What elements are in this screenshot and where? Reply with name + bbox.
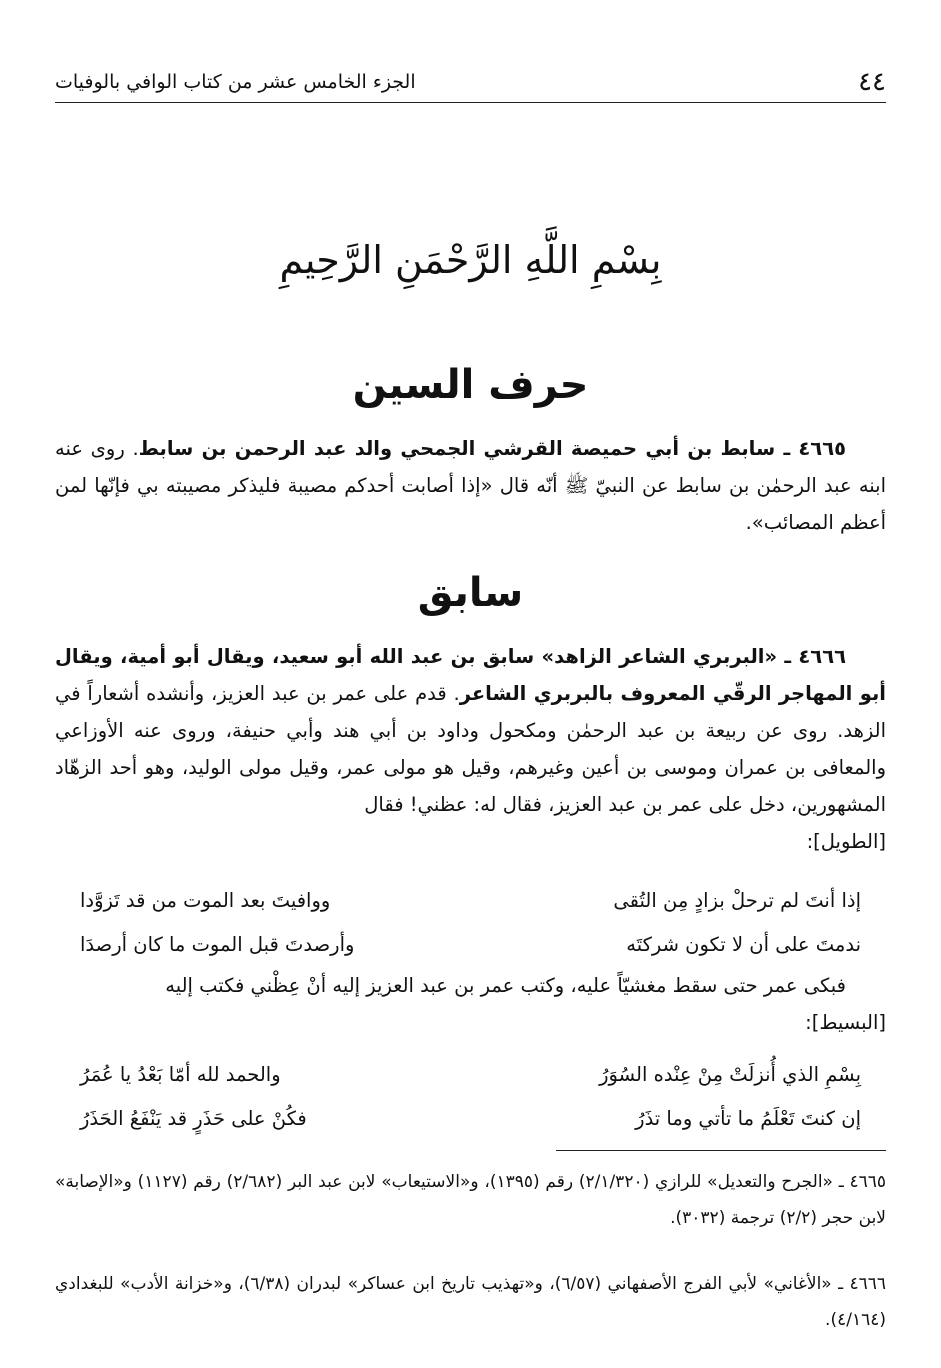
verse-second-hemistich: فكُنْ على حَذَرٍ قد يَنْفَعُ الحَذَرُ: [80, 1106, 307, 1130]
poem-basit: [80, 1052, 861, 1140]
footnote-4665: ٤٦٦٥ ـ «الجرح والتعديل» للرازي (٢/١/٣٢٠) رقم (١٣٩٥)، و«الاستيعاب» لابن عبد البر (٢/٦٨٢) رقم (١١٢٧) و«الإصابة» لابن حجر (٢/٢) ترجمة (٣٠٣٢).: [55, 1172, 886, 1228]
page-number: ٤٤: [858, 67, 886, 97]
running-title: الجزء الخامس عشر من كتاب الوافي بالوفيات: [55, 71, 416, 93]
entry-4666: [55, 638, 886, 860]
verse-second-hemistich: والحمد لله أمّا بَعْدُ يا عُمَرُ: [80, 1062, 281, 1086]
entry-heading: ٤٦٦٥ ـ سابط بن أبي حميصة القرشي الجمحي والد عبد الرحمن بن سابط: [138, 437, 847, 460]
poem-tawil: [80, 878, 861, 966]
entry-4665: [55, 430, 886, 541]
verse: [80, 878, 861, 922]
meter-label: [الطويل]:: [806, 830, 886, 853]
verse-first-hemistich: إذا أنتَ لم ترحلْ بزادٍ مِن التُقى: [613, 888, 861, 912]
section-title-sabiq: سابق: [417, 570, 524, 616]
verse-second-hemistich: ووافيتَ بعد الموت من قد تَزوَّدا: [80, 888, 331, 912]
verse-first-hemistich: ندمتَ على أن لا تكون شركتَه: [626, 932, 861, 956]
bridge-text: فبكى عمر حتى سقط مغشيّاً عليه، وكتب عمر بن عبد العزيز إليه أنْ عِظْني فكتب إليه: [165, 974, 846, 997]
entry-body: . روى عنه ابنه عبد الرحمٰن بن سابط عن النبيّ ﷺ أنّه قال «إذا أصابت أحدكم مصيبة فليذكر مصيبته بي فإنّها لمن أعظم المصائب».: [55, 437, 886, 534]
footnote-4666: ٤٦٦٦ ـ «الأغاني» لأبي الفرج الأصفهاني (٦/٥٧)، و«تهذيب تاريخ ابن عساكر» لبدران (٦/٣٨)، و«خزانة الأدب» للبغدادي (٤/١٦٤).: [55, 1274, 886, 1330]
verse: [80, 1052, 861, 1096]
verse-first-hemistich: بِسْمِ الذي أُنزلَتْ مِنْ عِنْده السُوَرُ: [599, 1062, 861, 1086]
bridge-paragraph: [55, 967, 886, 1041]
meter-label: [البسيط]:: [805, 1011, 886, 1034]
entry-body: . قدم على عمر بن عبد العزيز، وأنشده أشعاراً في الزهد. روى عن ربيعة بن عبد الرحمٰن ومكحول وداود بن أبي هند وأبي حنيفة، وروى عنه الأوزاعي والمعافى بن عمران وموسى بن أعين وغيرهم، وقيل هو مولى عمر، وقيل مولى الوليد، وهو أحد الزهّاد المشهورين، دخل على عمر بن عبد العزيز، فقال له: عظني! فقال: [55, 682, 886, 816]
footnote-separator: [556, 1150, 886, 1151]
basmala: بِسْمِ اللَّهِ الرَّحْمَنِ الرَّحِيمِ: [279, 238, 662, 282]
verse-second-hemistich: وأرصدتَ قبل الموت ما كان أرصدَا: [80, 932, 355, 956]
entry-heading: ٤٦٦٦ ـ «البربري الشاعر الزاهد» سابق بن عبد الله أبو سعيد، ويقال أبو أمية، ويقال أبو المهاجر الرقّي المعروف بالبربري الشاعر: [55, 645, 886, 705]
section-title-sin: حرف السين: [352, 362, 589, 408]
verse: [80, 922, 861, 966]
page-header: [55, 62, 886, 103]
verse-first-hemistich: إن كنتَ تَعْلَمُ ما تأتي وما تذَرُ: [635, 1106, 861, 1130]
verse: [80, 1096, 861, 1140]
